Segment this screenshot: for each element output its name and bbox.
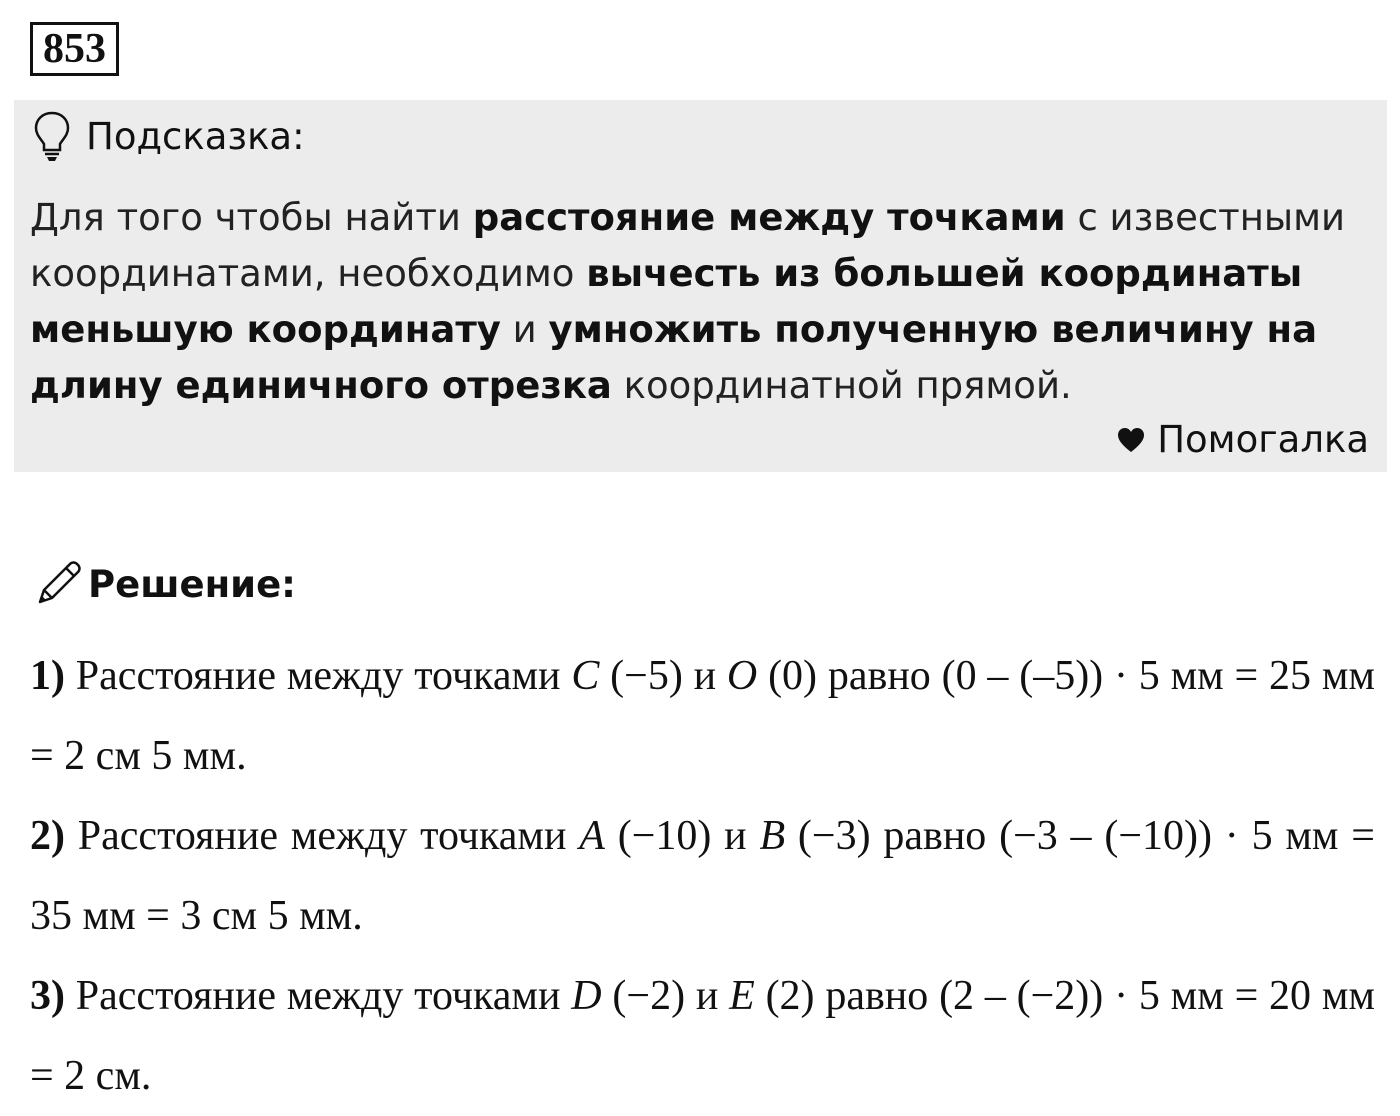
step-text: (−5) и <box>599 653 727 699</box>
point-name: C <box>571 653 600 699</box>
pencil-icon <box>32 558 84 610</box>
point-name: O <box>726 653 758 699</box>
step-text: Расстояние между точками <box>65 813 580 859</box>
hint-box <box>14 100 1387 472</box>
hint-title: Подсказка: <box>86 114 305 158</box>
solution-step-3 <box>30 956 1375 1116</box>
step-text: (2) равно (2 – (−2)) · 5 мм = 20 мм = 2 см. <box>30 973 1375 1099</box>
point-name: D <box>571 973 602 1019</box>
hint-segment-bold: расстояние между точками <box>472 196 1066 239</box>
solution-step-1 <box>30 636 1375 796</box>
solution-step-2 <box>30 796 1375 956</box>
hint-segment: с известными координатами, необходимо <box>30 196 1346 295</box>
point-name: E <box>729 973 755 1019</box>
step-text: (−3) равно (−3 – (−10)) · 5 мм = 35 мм = 3 см 5 мм. <box>30 813 1375 939</box>
hint-segment: координатной прямой. <box>611 364 1072 407</box>
hint-text <box>30 190 1350 414</box>
hint-segment-bold: умножить полученную величину на длину единичного отрезка <box>30 308 1318 407</box>
hint-segment: и <box>500 308 549 351</box>
step-text: (−2) и <box>601 973 730 1019</box>
point-name: B <box>759 813 786 859</box>
solution-header <box>32 558 296 610</box>
problem-number: 853 <box>30 22 119 76</box>
step-text: Расстояние между точками <box>65 973 572 1019</box>
step-text: Расстояние между точками <box>65 653 572 699</box>
brand-name: Помогалка <box>1157 418 1369 461</box>
brand <box>1117 418 1369 461</box>
solution-body <box>30 636 1375 1116</box>
hint-segment: Для того чтобы найти <box>30 196 473 239</box>
lightbulb-icon <box>32 110 72 162</box>
step-label: 2) <box>30 813 65 859</box>
heart-icon <box>1117 427 1145 453</box>
solution-title: Решение: <box>88 562 296 606</box>
hint-segment-bold: вычесть из большей координаты меньшую координату <box>30 252 1303 351</box>
step-label: 1) <box>30 653 65 699</box>
step-text: (−10) и <box>604 813 760 859</box>
step-label: 3) <box>30 973 65 1019</box>
hint-header <box>32 110 305 162</box>
step-text: (0) равно (0 – (–5)) · 5 мм = 25 мм = 2 см 5 мм. <box>30 653 1375 779</box>
point-name: A <box>579 813 605 859</box>
